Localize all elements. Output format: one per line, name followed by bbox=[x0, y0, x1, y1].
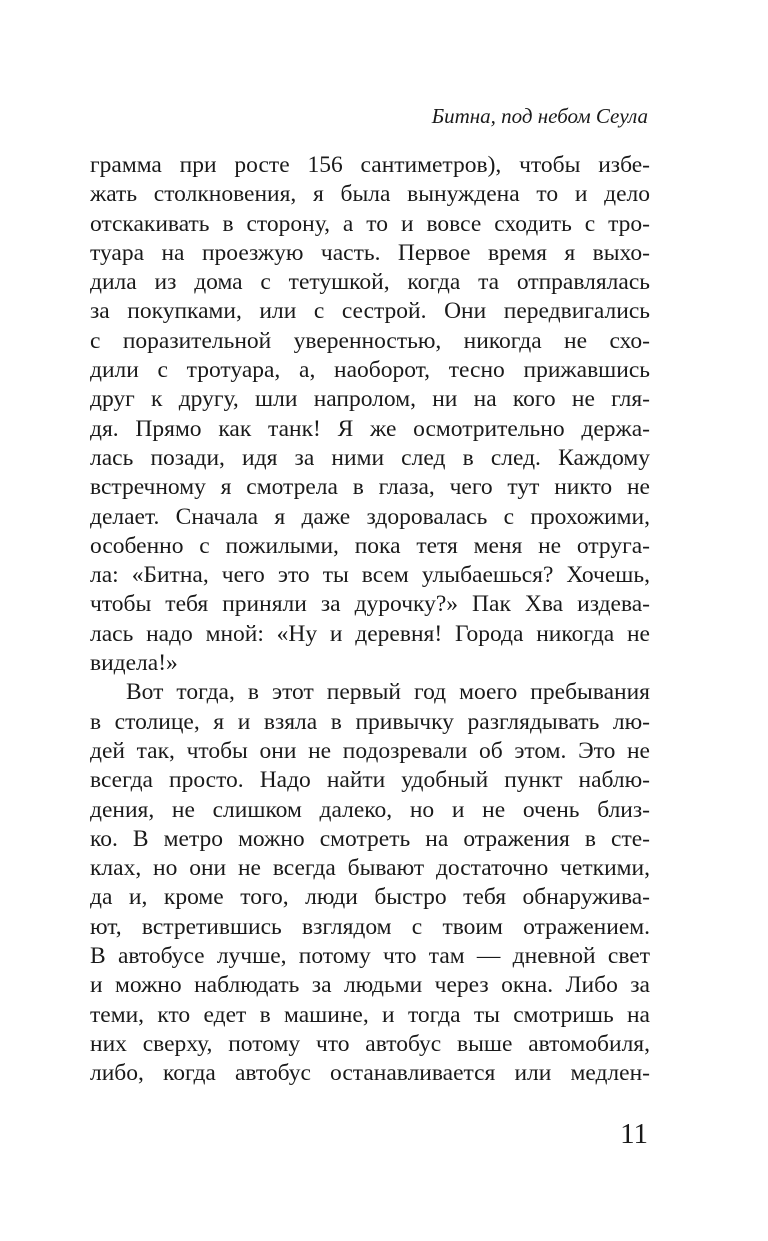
text-line: за покупками, или с сестрой. Они передвигались bbox=[90, 298, 650, 325]
paragraph-first-line: Вот тогда, в этот первый год моего пребывания bbox=[126, 679, 650, 706]
text-line: ют, встретившись взглядом с твоим отражением. bbox=[90, 913, 650, 940]
text-line: всегда просто. Надо найти удобный пункт наблю- bbox=[90, 767, 650, 794]
text-line: дила из дома с тетушкой, когда та отправлялась bbox=[90, 269, 650, 296]
text-line: ко. В метро можно смотреть на отражения в сте- bbox=[90, 825, 650, 852]
text-line: грамма при росте 156 сантиметров), чтобы избе- bbox=[90, 152, 650, 178]
text-line: отскакивать в сторону, а то и вовсе сходить с тро- bbox=[90, 210, 650, 237]
text-line: особенно с пожилыми, пока тетя меня не отруга- bbox=[90, 532, 650, 559]
text-line: делает. Сначала я даже здоровалась с прохожими, bbox=[90, 503, 650, 530]
text-line: В автобусе лучше, потому что там — дневной свет bbox=[90, 943, 650, 970]
text-line: в столице, я и взяла в привычку разглядывать лю- bbox=[90, 708, 650, 735]
text-line: них сверху, потому что автобус выше автомобиля, bbox=[90, 1030, 650, 1057]
text-line: дения, не слишком далеко, но и не очень близ- bbox=[90, 796, 650, 823]
text-line: с поразительной уверенностью, никогда не схо- bbox=[90, 327, 650, 354]
text-line: лась позади, идя за ними след в след. Каждому bbox=[90, 444, 650, 471]
text-line: клах, но они не всегда бывают достаточно четкими, bbox=[90, 855, 650, 882]
text-line: лась надо мной: «Ну и деревня! Города никогда не bbox=[90, 620, 650, 647]
text-line: дили с тротуара, а, наоборот, тесно прижавшись bbox=[90, 357, 650, 384]
text-line: дя. Прямо как танк! Я же осмотрительно держа- bbox=[90, 415, 650, 442]
text-line: и можно наблюдать за людьми через окна. Либо за bbox=[90, 972, 650, 999]
text-line: встречному я смотрела в глаза, чего тут никто не bbox=[90, 474, 650, 501]
text-line: друг к другу, шли напролом, ни на кого не гля- bbox=[90, 386, 650, 413]
body-text bbox=[90, 151, 650, 1089]
text-line: жать столкновения, я была вынуждена то и дело bbox=[90, 181, 650, 208]
running-header: Битна, под небом Сеула bbox=[431, 104, 648, 128]
text-line: дей так, чтобы они не подозревали об этом. Это не bbox=[90, 737, 650, 764]
text-line: теми, кто едет в машине, и тогда ты смотришь на bbox=[90, 1001, 650, 1028]
text-line: да и, кроме того, люди быстро тебя обнаружива- bbox=[90, 884, 650, 911]
text-line: ла: «Битна, чего это ты всем улыбаешься? Хочешь, bbox=[90, 562, 650, 589]
page-number: 11 bbox=[620, 1118, 648, 1150]
paragraph-last-line: видела!» bbox=[90, 650, 178, 677]
text-line: туара на проезжую часть. Первое время я выхо- bbox=[90, 239, 650, 266]
text-line: либо, когда автобус останавливается или медлен- bbox=[90, 1060, 650, 1087]
text-line: чтобы тебя приняли за дурочку?» Пак Хва издева- bbox=[90, 591, 650, 618]
